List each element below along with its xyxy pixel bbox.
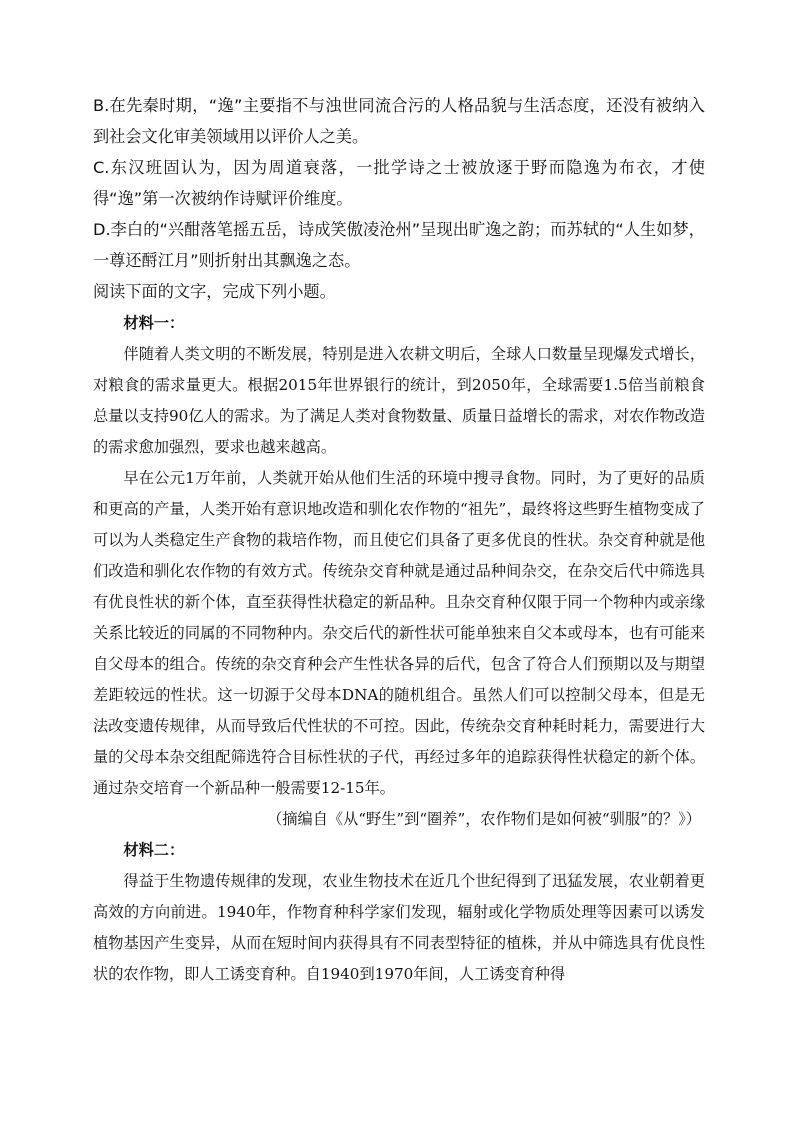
material-two-heading: 材料二：: [123, 841, 185, 859]
answer-options: [93, 90, 705, 307]
option-c: C.东汉班固认为，因为周道衰落，一批学诗之士被放逐于野而隐逸为布衣，才使得“逸”第一次被纳作诗赋评价维度。: [93, 158, 705, 208]
material-one-heading: 材料一：: [123, 314, 185, 332]
option-d: D.李白的“兴酣落笔摇五岳，诗成笑傲凌沧州”呈现出旷逸之韵；而苏轼的“人生如梦，一尊还酹江月”则折射出其飘逸之态。: [93, 220, 705, 270]
material-one-paragraph-1: 伴随着人类文明的不断发展，特别是进入农耕文明后，全球人口数量呈现爆发式增长，对粮食的需求量更大。根据2015年世界银行的统计，到2050年，全球需要1.5倍当前粮食总量以支持90亿人的需求。为了满足人类对食物数量、质量日益增长的需求，对农作物改造的需求愈加强烈，要求也越来越高。: [93, 345, 705, 456]
material-one-paragraph-2: 早在公元1万年前，人类就开始从他们生活的环境中搜寻食物。同时，为了更好的品质和更高的产量，人类开始有意识地改造和驯化农作物的“祖先”，最终将这些野生植物变成了可以为人类稳定生产食物的栽培作物，而且使它们具备了更多优良的性状。杂交育种就是他们改造和驯化农作物的有效方式。传统杂交育种就是通过品种间杂交，在杂交后代中筛选具有优良性状的新个体，直至获得性状稳定的新品种。且杂交育种仅限于同一个物种内或亲缘关系比较近的同属的不同物种内。杂交后代的新性状可能单独来自父本或母本，也有可能来自父母本的组合。传统的杂交育种会产生性状各异的后代，包含了符合人们预期以及与期望差距较远的性状。这一切源于父母本DNA的随机组合。虽然人们可以控制父母本，但是无法改变遗传规律，从而导致后代性状的不可控。因此，传统杂交育种耗时耗力，需要进行大量的父母本杂交组配筛选符合目标性状的子代，再经过多年的追踪获得性状稳定的新个体。通过杂交培育一个新品种一般需要12-15年。: [93, 469, 705, 797]
material-one-source: （摘编自《从“野生”到“圈养”，农作物们是如何被“驯服”的？》）: [267, 810, 701, 828]
reading-passage: [93, 308, 705, 990]
material-two-paragraph-1: 得益于生物遗传规律的发现，农业生物技术在近几个世纪得到了迅猛发展，农业朝着更高效的方向前进。1940年，作物育种科学家们发现，辐射或化学物质处理等因素可以诱发植物基因产生变异，从而在短时间内获得具有不同表型特征的植株，并从中筛选具有优良性状的农作物，即人工诱变育种。自1940到1970年间，人工诱变育种得: [93, 872, 705, 983]
option-b: B.在先秦时期，“逸”主要指不与浊世同流合污的人格品貌与生活态度，还没有被纳入到社会文化审美领域用以评价人之美。: [93, 96, 705, 146]
reading-instruction: 阅读下面的文字，完成下列小题。: [93, 282, 336, 301]
